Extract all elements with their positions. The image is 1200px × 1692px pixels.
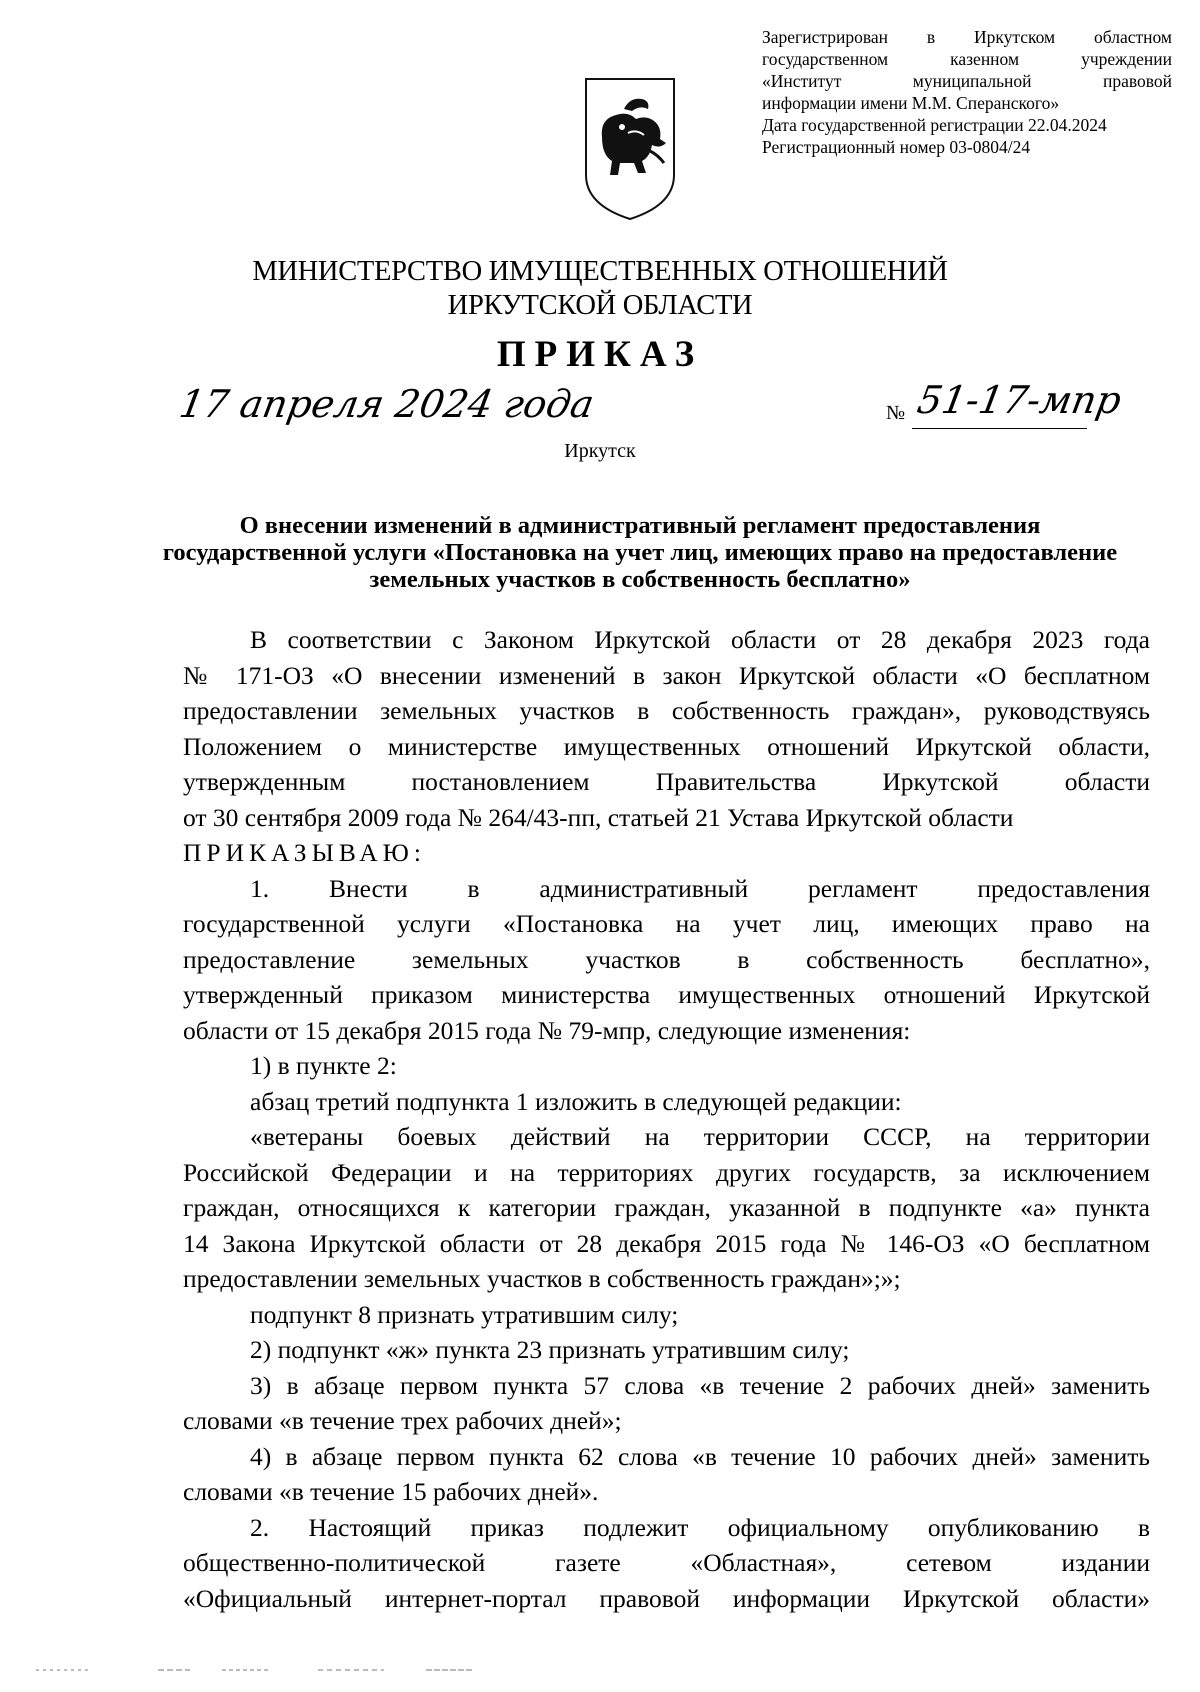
registration-line: Зарегистрирован в Иркутском областном xyxy=(762,27,1172,47)
body-line: Положением о министерстве имущественных отношений Иркутской области, xyxy=(183,731,1150,761)
body-line: 14 Закона Иркутской области от 28 декабря 2015 года № 146-ОЗ «О бесплатном xyxy=(183,1228,1150,1258)
body-line: 1) в пункте 2: xyxy=(250,1051,397,1080)
body-line: предоставлении земельных участков в собственность граждан», руководствуясь xyxy=(183,696,1150,725)
body-line: 2. Настоящий приказ подлежит официальному опубликованию в xyxy=(250,1512,1150,1542)
body-line: В соответствии с Законом Иркутской области от 28 декабря 2023 года xyxy=(250,625,1150,654)
body-line: «ветераны боевых действий на территории СССР, на территории xyxy=(250,1122,1150,1151)
body-line: граждан, относящихся к категории граждан, указанной в подпункте «а» пункта xyxy=(183,1193,1150,1222)
body-line: подпункт 8 признать утратившим силу; xyxy=(250,1299,679,1329)
ministry-line: МИНИСТЕРСТВО ИМУЩЕСТВЕННЫХ ОТНОШЕНИЙ xyxy=(252,256,948,287)
body-line: 4) в абзаце первом пункта 62 слова «в течение 10 рабочих дней» заменить xyxy=(250,1441,1150,1471)
registration-line: «Институт муниципальной правовой xyxy=(762,71,1172,91)
document-type: ПРИКАЗ xyxy=(496,334,704,375)
body-line: 3) в абзаце первом пункта 57 слова «в течение 2 рабочих дней» заменить xyxy=(250,1370,1150,1400)
registration-line: Дата государственной регистрации 22.04.2024 xyxy=(762,115,1107,135)
scan-artifacts xyxy=(0,1660,1200,1680)
body-line: утвержденный приказом министерства имущественных отношений Иркутской xyxy=(183,980,1150,1009)
body-line: № 171-ОЗ «О внесении изменений в закон Иркутской области «О бесплатном xyxy=(183,660,1150,690)
body-line: общественно-политической газете «Областная», сетевом издании xyxy=(183,1548,1150,1577)
body-line: «Официальный интернет-портал правовой информации Иркутской области» xyxy=(183,1583,1150,1613)
order-word: ПРИКАЗЫВАЮ: xyxy=(183,838,426,867)
number-underline xyxy=(912,428,1087,429)
body-line: Российской Федерации и на территориях других государств, за исключением xyxy=(183,1157,1150,1187)
body-line: от 30 сентября 2009 года № 264/43-пп, статьей 21 Устава Иркутской области xyxy=(183,802,1014,832)
body-line: предоставление земельных участков в собственность бесплатно», xyxy=(183,944,1150,974)
ministry-line: ИРКУТСКОЙ ОБЛАСТИ xyxy=(447,290,753,321)
body-line: 2) подпункт «ж» пункта 23 признать утратившим силу; xyxy=(250,1335,850,1364)
registration-line: государственном казенном учреждении xyxy=(762,49,1172,69)
city: Иркутск xyxy=(564,440,636,462)
coat-of-arms-icon xyxy=(580,75,680,223)
body-line: предоставлении земельных участков в собственность граждан»;»; xyxy=(183,1264,901,1293)
body-line: области от 15 декабря 2015 года № 79-мпр, следующие изменения: xyxy=(183,1015,911,1045)
document-subject: О внесении изменений в административный регламент предоставления государственной услуги «Постановка на учет лиц, имеющих право на предоставление земельных участков в собственность бесплатно» xyxy=(162,512,1118,593)
handwritten-number: 51-17-мпр xyxy=(914,378,1125,422)
body-line: утвержденным постановлением Правительства Иркутской области xyxy=(183,767,1150,796)
body-line: государственной услуги «Постановка на учет лиц, имеющих право на xyxy=(183,909,1150,938)
body-line: абзац третий подпункта 1 изложить в следующей редакции: xyxy=(250,1086,902,1116)
body-line: словами «в течение трех рабочих дней»; xyxy=(183,1406,622,1435)
body-line: 1. Внести в административный регламент предоставления xyxy=(250,873,1150,903)
number-label: № xyxy=(886,402,906,424)
registration-stamp xyxy=(762,26,1172,158)
ministry-name xyxy=(0,255,1200,323)
handwritten-date: 17 апреля 2024 года xyxy=(176,382,598,426)
document-body xyxy=(183,622,1150,1616)
body-line: словами «в течение 15 рабочих дней». xyxy=(183,1477,599,1506)
registration-line: Регистрационный номер 03-0804/24 xyxy=(762,137,1031,157)
registration-line: информации имени М.М. Сперанского» xyxy=(762,93,1060,113)
